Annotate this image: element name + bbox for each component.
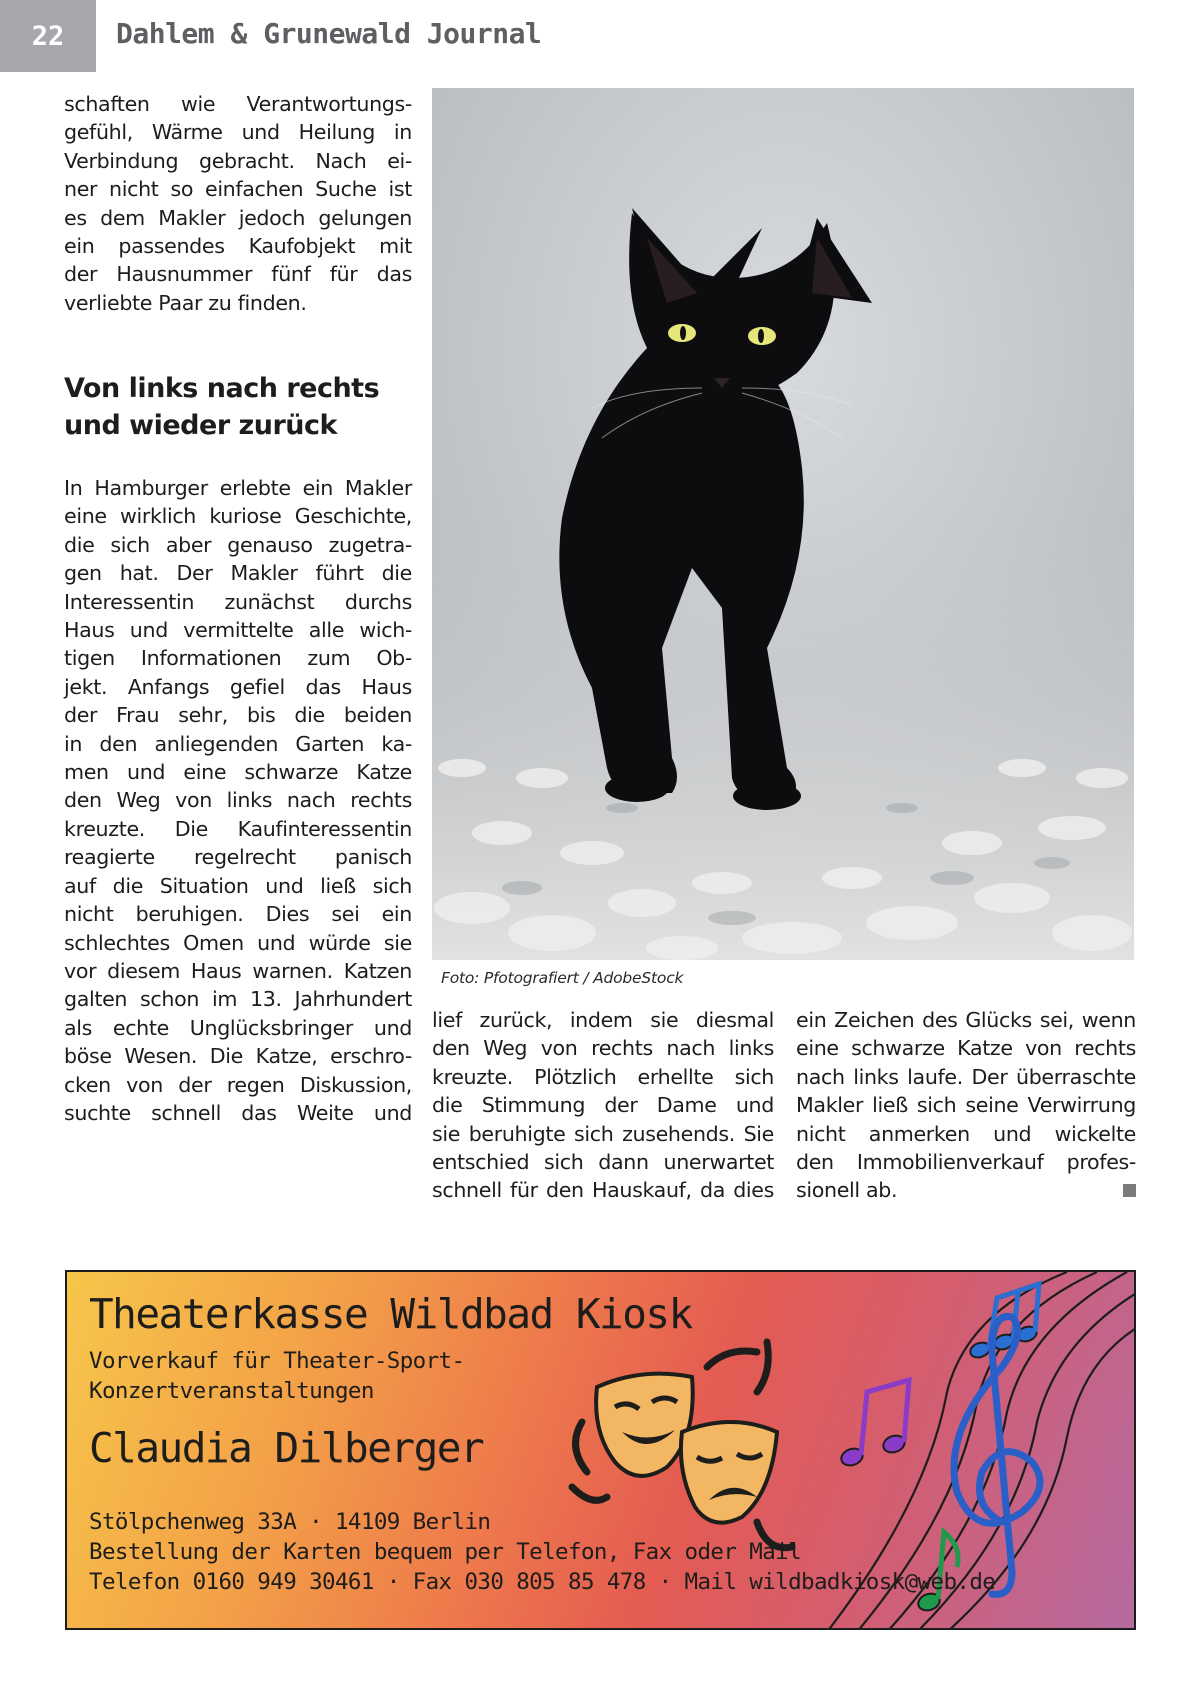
text-line: schlechtes Omen und würde sie [64,930,412,955]
ad-subtitle-line: Vorverkauf für Theater-Sport- [89,1348,465,1374]
text-line: tigen Informationen zum Ob- [64,646,412,671]
cat-illustration [432,88,1134,960]
text-line-final: sionell ab. [796,1178,898,1203]
text-line: die sich aber genauso zugetra- [64,532,412,557]
text-line: gen hat. Der Makler führt die [64,561,412,586]
heading-line: Von links nach rechts [64,373,380,404]
text-line: Verbindung gebracht. Nach ei- [64,148,412,173]
text-line: vor diesem Haus warnen. Katzen [64,958,412,983]
text-line: als echte Unglücksbringer und [64,1015,412,1040]
text-line: In Hamburger erlebte ein Makler [64,476,412,500]
text-line: eine schwarze Katze von rechts [796,1036,1136,1061]
ad-contact-info [89,1507,995,1597]
text-line: die Stimmung der Dame und [432,1093,774,1118]
text-line: jekt. Anfangs gefiel das Haus [64,674,412,699]
text-line: lief zurück, indem sie diesmal [432,1008,774,1032]
music-notes-icon [968,1284,1039,1360]
text-line: entschied sich dann unerwartet [432,1150,774,1175]
text-line: kreuzte. Die Kaufinteressentin [64,816,412,841]
cat-photo [432,88,1134,960]
text-line: schnell für den Hauskauf, da dies [432,1178,774,1203]
text-line: reagierte regelrecht panisch [64,845,412,870]
text-line: ner nicht so einfachen Suche ist [64,177,412,202]
text-line: suchte schnell das Weite und [64,1100,412,1125]
heading-line: und wieder zurück [64,410,337,441]
text-line: es dem Makler jedoch gelungen [64,205,412,230]
theater-ticket-ad [65,1270,1136,1630]
text-line: Haus und vermittelte alle wich- [64,618,412,643]
text-line: den Weg von rechts nach links [432,1036,774,1061]
section-heading [64,370,414,444]
column-1-body [64,474,412,1127]
ad-title: Theaterkasse Wildbad Kiosk [89,1290,692,1338]
text-line: verliebte Paar zu finden. [64,290,307,315]
text-line: ein passendes Kaufobjekt mit [64,234,412,259]
column-3 [796,1006,1136,1205]
text-line: Interessentin zunächst durchs [64,589,412,614]
column-2 [432,1006,774,1205]
ad-address: Stölpchenweg 33A · 14109 Berlin [89,1509,491,1535]
end-of-article-square-icon [1123,1184,1136,1197]
text-line: kreuzte. Plötzlich erhellte sich [432,1064,774,1089]
text-line: Makler ließ sich seine Verwirrung [796,1093,1136,1118]
text-line: schaften wie Verantwortungs- [64,92,412,116]
text-line: sie beruhigte sich zusehends. Sie [432,1121,774,1146]
column-1-intro [64,90,412,317]
text-line: der Frau sehr, bis die beiden [64,703,412,728]
text-line: nach links laufe. Der überraschte [796,1064,1136,1089]
text-line: böse Wesen. Die Katze, erschro- [64,1044,412,1069]
text-line: auf die Situation und ließ sich [64,873,412,898]
ad-order-info: Bestellung der Karten bequem per Telefon, Fax oder Mail [89,1539,802,1565]
text-line: den Weg von links nach rechts [64,788,412,813]
text-line: in den anliegenden Garten ka- [64,731,412,756]
ad-subtitle-line: Konzertveranstaltungen [89,1378,374,1404]
ad-phone-fax-mail: Telefon 0160 949 30461 · Fax 030 805 85 478 · Mail wildbadkiosk@web.de [89,1569,996,1595]
journal-title: Dahlem & Grunewald Journal [116,17,542,50]
text-line: eine wirklich kuriose Geschichte, [64,504,412,529]
page-number: 22 [0,0,96,72]
text-line: galten schon im 13. Jahrhundert [64,987,412,1012]
text-line: den Immobilienverkauf profes- [796,1150,1136,1175]
text-line: gefühl, Wärme und Heilung in [64,120,412,145]
text-line: der Hausnummer fünf für das [64,262,412,287]
text-line [796,1176,1136,1204]
text-line: nicht anmerken und wickelte [796,1121,1136,1146]
photo-credit: Foto: Pfotografiert / AdobeStock [441,969,684,987]
ad-subtitle [89,1346,589,1406]
text-line: ein Zeichen des Glücks sei, wenn [796,1008,1136,1032]
text-line: nicht beruhigen. Dies sei ein [64,902,412,927]
text-line: men und eine schwarze Katze [64,760,412,785]
text-line: cken von der regen Diskussion, [64,1072,412,1097]
ad-contact-name: Claudia Dilberger [89,1424,484,1472]
